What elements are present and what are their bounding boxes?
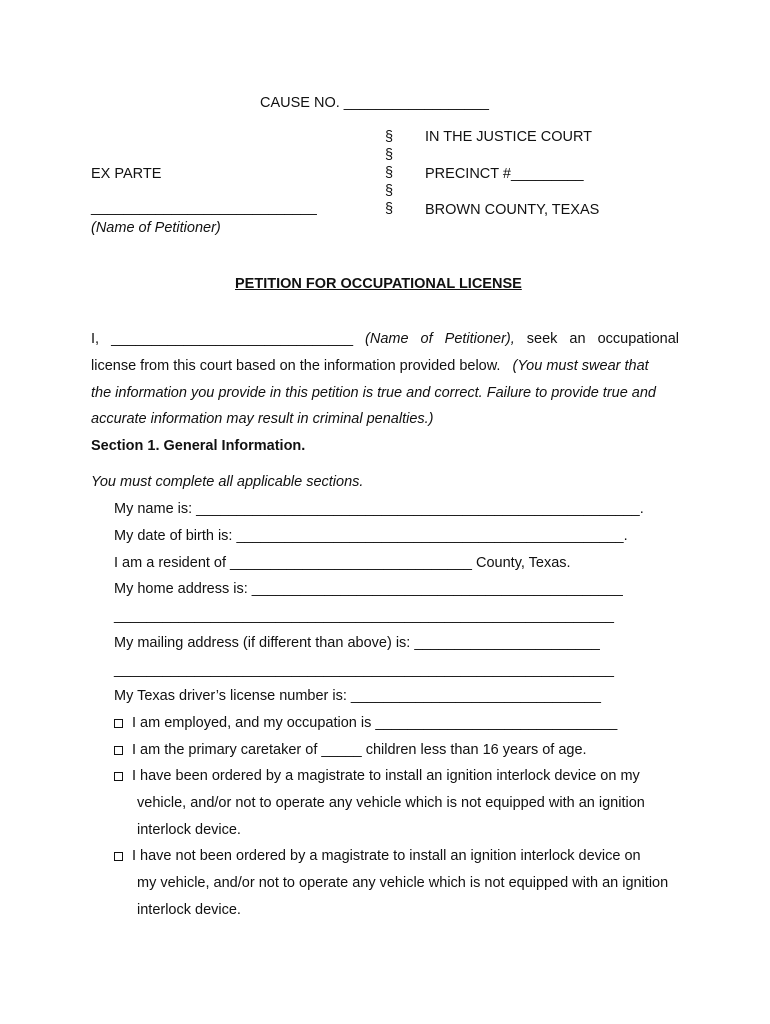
checkbox-label-continued: my vehicle, and/or not to operate any vehicle which is not equipped with an ignition [137,875,669,891]
checkbox[interactable] [114,746,123,755]
checkbox-item-caretaker [114,742,587,758]
mailing-address-field[interactable]: My mailing address (if different than above) is: _______________________ [114,635,600,651]
section-mark: § [385,147,394,163]
intro-line-3: the information you provide in this petition is true and correct. Failure to provide true and [91,385,656,401]
intro-name-label: (Name of Petitioner), [365,331,515,347]
intro-pronoun: I, [91,331,100,347]
section-mark: § [385,201,394,217]
checkbox-label-continued: vehicle, and/or not to operate any vehicle which is not equipped with an ignition [137,795,645,811]
section-mark: § [385,183,394,199]
county-resident-field[interactable]: I am a resident of ______________________________ County, Texas. [114,555,571,571]
ex-parte-label: EX PARTE [91,166,162,182]
section-mark: § [385,129,394,145]
home-address-field[interactable]: My home address is: ______________________________________________ [114,581,623,597]
checkbox-item-interlock-ordered [114,768,640,784]
checkbox-label-continued: interlock device. [137,902,241,918]
intro-warning: (You must swear that [512,358,649,374]
checkbox-label: I have not been ordered by a magistrate to install an ignition interlock device on [132,848,641,864]
petitioner-name-blank: ____________________________ [91,200,317,216]
intro-name-blank: ______________________________ [111,331,354,347]
checkbox-label: I have been ordered by a magistrate to install an ignition interlock device on my [132,768,640,784]
checkbox[interactable] [114,772,123,781]
dob-field[interactable]: My date of birth is: ________________________________________________. [114,528,628,544]
precinct-field: PRECINCT #_________ [425,166,584,182]
court-name: IN THE JUSTICE COURT [425,129,593,145]
checkbox-label: I am the primary caretaker of _____ children less than 16 years of age. [132,742,587,758]
name-field[interactable]: My name is: _______________________________________________________. [114,501,644,517]
intro-line-2 [91,358,649,374]
petitioner-name-label: (Name of Petitioner) [91,220,221,236]
intro-text: license from this court based on the information provided below. [91,358,501,374]
checkbox[interactable] [114,719,123,728]
mailing-address-line-2[interactable]: ______________________________________________________________ [114,662,614,678]
cause-number: CAUSE NO. __________________ [260,95,489,111]
checkbox-item-interlock-not-ordered [114,848,641,864]
drivers-license-field[interactable]: My Texas driver’s license number is: _______________________________ [114,688,601,704]
checkbox-label-continued: interlock device. [137,822,241,838]
home-address-line-2[interactable]: ______________________________________________________________ [114,608,614,624]
county-name: BROWN COUNTY, TEXAS [425,202,600,218]
checkbox-label: I am employed, and my occupation is ______________________________ [132,715,618,731]
document-title: PETITION FOR OCCUPATIONAL LICENSE [235,276,522,292]
checkbox[interactable] [114,852,123,861]
section-mark: § [385,165,394,181]
intro-line-1 [91,331,679,347]
intro-text: seek an occupational [526,331,679,347]
checkbox-item-employed [114,715,617,731]
section-1-instruction: You must complete all applicable sections. [91,474,364,490]
intro-line-4: accurate information may result in criminal penalties.) [91,411,434,427]
section-1-heading: Section 1. General Information. [91,438,306,454]
